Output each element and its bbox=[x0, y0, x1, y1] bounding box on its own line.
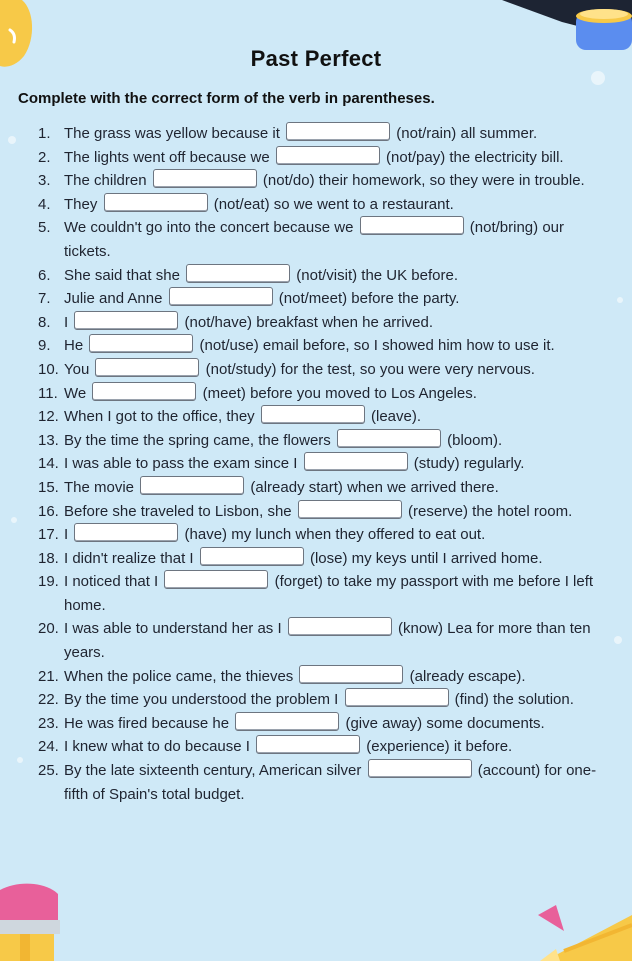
exercise-item bbox=[38, 688, 598, 712]
sentence-end: (account) for one-fifth of Spain's total budget. bbox=[64, 762, 597, 803]
sentence-start: He was fired because he bbox=[64, 714, 230, 732]
exercise-item bbox=[38, 500, 598, 524]
sentence-end: (reserve) the hotel room. bbox=[408, 502, 573, 520]
sentence-start: The grass was yellow because it bbox=[64, 125, 280, 142]
item-sentence bbox=[64, 169, 598, 193]
item-number: 9. bbox=[38, 337, 51, 355]
sentence-start: He bbox=[64, 337, 84, 355]
item-number: 25. bbox=[38, 762, 59, 780]
sentence-start: By the time the spring came, the flowers bbox=[64, 431, 331, 449]
exercise-item bbox=[38, 146, 598, 170]
item-number: 15. bbox=[38, 478, 59, 496]
item-number: 12. bbox=[38, 408, 59, 426]
item-number: 2. bbox=[38, 148, 51, 166]
sentence-start: When the police came, the thieves bbox=[64, 667, 294, 685]
sentence-start: Before she traveled to Lisbon, she bbox=[64, 502, 292, 520]
sentence-end: (not/rain) all summer. bbox=[396, 125, 538, 142]
exercise-item bbox=[38, 523, 598, 547]
item-number: 11. bbox=[38, 384, 58, 402]
item-number: 13. bbox=[38, 431, 59, 449]
item-sentence bbox=[64, 617, 598, 664]
sentence-end: (know) Lea for more than ten years. bbox=[64, 620, 591, 662]
sentence-end: (forget) to take my passport with me before I left home. bbox=[64, 573, 594, 614]
item-number: 19. bbox=[38, 573, 59, 591]
sentence-end: (experience) it before. bbox=[366, 738, 513, 756]
pencil-icon bbox=[0, 880, 70, 961]
sentence-start: She said that she bbox=[64, 266, 180, 284]
sentence-end: (have) my lunch when they offered to eat out. bbox=[184, 526, 486, 544]
sentence-end: (study) regularly. bbox=[413, 455, 525, 473]
item-sentence bbox=[64, 665, 598, 689]
answer-blank[interactable] bbox=[140, 476, 244, 495]
item-sentence bbox=[64, 712, 598, 736]
answer-blank[interactable] bbox=[89, 334, 193, 353]
answer-blank[interactable] bbox=[298, 500, 402, 519]
item-number: 22. bbox=[38, 691, 59, 709]
item-sentence bbox=[64, 334, 598, 358]
exercise-item bbox=[38, 452, 598, 476]
answer-blank[interactable] bbox=[74, 523, 178, 542]
answer-blank[interactable] bbox=[74, 311, 178, 330]
sentence-start: I bbox=[64, 313, 69, 331]
sentence-end: (not/have) breakfast when he arrived. bbox=[184, 313, 433, 331]
exercise-item bbox=[38, 547, 598, 571]
item-number: 18. bbox=[38, 549, 59, 567]
sentence-start: The movie bbox=[64, 478, 135, 496]
sentence-end: (find) the solution. bbox=[454, 691, 574, 709]
item-sentence bbox=[64, 735, 598, 759]
sentence-start: I noticed that I bbox=[64, 573, 159, 591]
exercise-item bbox=[38, 759, 598, 806]
sentence-end: (leave). bbox=[371, 408, 422, 426]
item-sentence bbox=[64, 452, 598, 476]
sentence-end: (not/do) their homework, so they were in trouble. bbox=[262, 172, 585, 190]
answer-blank[interactable] bbox=[261, 405, 365, 424]
pencil-tip-icon bbox=[520, 905, 632, 961]
sentence-end: (meet) before you moved to Los Angeles. bbox=[202, 384, 477, 402]
answer-blank[interactable] bbox=[276, 146, 380, 165]
answer-blank[interactable] bbox=[153, 169, 257, 188]
item-sentence bbox=[64, 570, 598, 617]
exercise-item bbox=[38, 216, 598, 263]
exercise-item bbox=[38, 429, 598, 453]
sentence-start: We bbox=[64, 384, 87, 402]
answer-blank[interactable] bbox=[304, 452, 408, 471]
answer-blank[interactable] bbox=[186, 264, 290, 283]
sentence-end: (not/visit) the UK before. bbox=[296, 266, 458, 284]
item-sentence bbox=[64, 405, 598, 429]
item-number: 14. bbox=[38, 455, 59, 473]
answer-blank[interactable] bbox=[256, 735, 360, 754]
answer-blank[interactable] bbox=[286, 122, 390, 141]
sentence-start: The children bbox=[64, 172, 147, 190]
exercise-item bbox=[38, 193, 598, 217]
sentence-end: (not/pay) the electricity bill. bbox=[386, 148, 564, 166]
item-number: 10. bbox=[38, 360, 59, 378]
item-number: 6. bbox=[38, 266, 51, 284]
item-sentence bbox=[64, 382, 598, 406]
answer-blank[interactable] bbox=[368, 759, 472, 778]
sentence-start: I didn't realize that I bbox=[64, 549, 194, 567]
item-sentence bbox=[64, 429, 598, 453]
sentence-start: When I got to the office, they bbox=[64, 408, 255, 426]
answer-blank[interactable] bbox=[95, 358, 199, 377]
exercise-item bbox=[38, 405, 598, 429]
item-number: 21. bbox=[38, 667, 59, 685]
sentence-start: You bbox=[64, 360, 90, 378]
sentence-start: I knew what to do because I bbox=[64, 738, 250, 756]
exercise-item bbox=[38, 665, 598, 689]
item-sentence bbox=[64, 759, 598, 806]
sentence-start: I was able to pass the exam since I bbox=[64, 455, 298, 473]
exercise-item bbox=[38, 311, 598, 335]
item-sentence bbox=[64, 688, 598, 712]
exercise-item bbox=[38, 382, 598, 406]
sentence-end: (lose) my keys until I arrived home. bbox=[309, 549, 543, 567]
answer-blank[interactable] bbox=[337, 429, 441, 448]
sentence-end: (bloom). bbox=[447, 431, 503, 449]
item-number: 16. bbox=[38, 502, 59, 520]
answer-blank[interactable] bbox=[92, 382, 196, 401]
sentence-end: (not/study) for the test, so you were very nervous. bbox=[205, 360, 535, 378]
answer-blank[interactable] bbox=[299, 665, 403, 684]
sentence-end: (not/use) email before, so I showed him how to use it. bbox=[199, 337, 555, 355]
sentence-start: I bbox=[64, 526, 69, 544]
item-sentence bbox=[64, 287, 598, 311]
sentence-start: The lights went off because we bbox=[64, 148, 270, 166]
item-sentence bbox=[64, 311, 598, 335]
exercise-item bbox=[38, 735, 598, 759]
item-sentence bbox=[64, 146, 598, 170]
exercise-item bbox=[38, 334, 598, 358]
answer-blank[interactable] bbox=[104, 193, 208, 212]
item-number: 20. bbox=[38, 620, 59, 638]
exercise-item bbox=[38, 476, 598, 500]
sentence-start: They bbox=[64, 195, 98, 213]
item-sentence bbox=[64, 216, 598, 263]
item-number: 8. bbox=[38, 313, 51, 331]
item-sentence bbox=[64, 500, 598, 524]
item-number: 24. bbox=[38, 738, 59, 756]
exercise-item bbox=[38, 712, 598, 736]
item-sentence bbox=[64, 523, 598, 547]
answer-blank[interactable] bbox=[164, 570, 268, 589]
exercise-item bbox=[38, 122, 598, 146]
exercise-item bbox=[38, 264, 598, 288]
item-number: 5. bbox=[38, 219, 51, 237]
item-number: 3. bbox=[38, 172, 51, 190]
exercise-item bbox=[38, 169, 598, 193]
exercise-item bbox=[38, 617, 598, 664]
sentence-end: (not/meet) before the party. bbox=[278, 290, 460, 308]
exercise-list bbox=[38, 122, 598, 806]
item-number: 17. bbox=[38, 526, 59, 544]
sentence-start: By the time you understood the problem I bbox=[64, 691, 339, 709]
sentence-end: (give away) some documents. bbox=[345, 714, 545, 732]
sentence-start: I was able to understand her as I bbox=[64, 620, 282, 638]
answer-blank[interactable] bbox=[288, 617, 392, 636]
exercise-item bbox=[38, 358, 598, 382]
item-sentence bbox=[64, 193, 598, 217]
sentence-end: (not/bring) our tickets. bbox=[64, 219, 564, 260]
sentence-start: Julie and Anne bbox=[64, 290, 163, 308]
item-number: 4. bbox=[38, 195, 51, 213]
item-sentence bbox=[64, 122, 598, 146]
item-sentence bbox=[64, 264, 598, 288]
sentence-start: By the late sixteenth century, American silver bbox=[64, 762, 362, 780]
item-number: 23. bbox=[38, 714, 59, 732]
answer-blank[interactable] bbox=[200, 547, 304, 566]
answer-blank[interactable] bbox=[345, 688, 449, 707]
item-sentence bbox=[64, 547, 598, 571]
exercise-item bbox=[38, 287, 598, 311]
item-number: 1. bbox=[38, 125, 51, 142]
exercise-item bbox=[38, 570, 598, 617]
sentence-end: (not/eat) so we went to a restaurant. bbox=[213, 195, 454, 213]
page-title: Past Perfect bbox=[250, 46, 382, 71]
item-number: 7. bbox=[38, 290, 51, 308]
item-sentence bbox=[64, 476, 598, 500]
sentence-end: (already start) when we arrived there. bbox=[250, 478, 499, 496]
sentence-start: We couldn't go into the concert because we bbox=[64, 219, 354, 237]
answer-blank[interactable] bbox=[169, 287, 273, 306]
answer-blank[interactable] bbox=[360, 216, 464, 235]
sentence-end: (already escape). bbox=[409, 667, 526, 685]
instructions: Complete with the correct form of the verb in parentheses. bbox=[18, 90, 435, 107]
item-sentence bbox=[64, 358, 598, 382]
answer-blank[interactable] bbox=[235, 712, 339, 731]
